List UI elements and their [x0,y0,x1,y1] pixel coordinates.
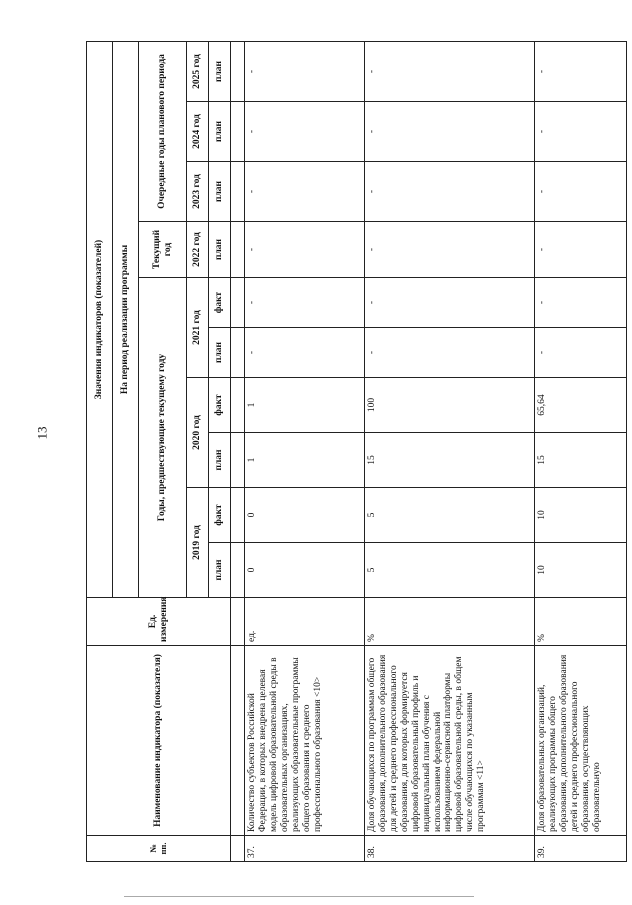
header-2023: 2023 год [187,162,209,222]
page-number: 13 [34,426,50,440]
spacer-cell [231,278,245,328]
header-plan: план [209,328,231,378]
row-value: - [365,162,535,222]
row-value: 15 [365,433,535,488]
spacer-cell [231,433,245,488]
row-value: 1 [245,378,365,433]
row-value: - [245,278,365,328]
row-value: - [535,222,627,278]
row-value: - [365,278,535,328]
header-plan: план [209,543,231,598]
table-row [245,42,365,862]
row-value: - [245,42,365,102]
header-plan: план [209,162,231,222]
row-value: 5 [365,488,535,543]
header-values: Значения индикаторов (показателей) [87,42,113,598]
header-next-years: Очередные годы планового периода [139,42,187,222]
table-row [365,42,535,862]
header-fact: факт [209,278,231,328]
row-value: - [535,42,627,102]
header-plan: план [209,433,231,488]
header-2021: 2021 год [187,278,209,378]
row-value: 65,64 [535,378,627,433]
spacer-cell [231,646,245,836]
row-unit: % [535,598,627,646]
header-2020: 2020 год [187,378,209,488]
row-value: 0 [245,488,365,543]
row-value: 0 [245,543,365,598]
header-plan: план [209,42,231,102]
row-value: 15 [535,433,627,488]
indicator-table [86,41,627,862]
header-2019: 2019 год [187,488,209,598]
header-2025: 2025 год [187,42,209,102]
row-value: 10 [535,488,627,543]
header-2022: 2022 год [187,222,209,278]
spacer-cell [231,162,245,222]
header-fact: факт [209,488,231,543]
row-value: - [535,278,627,328]
row-name: Доля образовательных организаций, реализующих программы общего образования, дополнительного образования детей и среднего профессионального образования, осуществляющих образовательную [535,646,627,836]
header-name: Наименование индикатора (показателя) [87,646,231,836]
spacer-cell [231,102,245,162]
spacer-cell [231,543,245,598]
spacer-cell [231,222,245,278]
spacer-cell [231,42,245,102]
row-value: 5 [365,543,535,598]
header-plan: план [209,222,231,278]
row-num: 39. [535,836,627,862]
header-current-year: Текущий год [139,222,187,278]
footer-divider [124,896,474,897]
spacer-cell [231,598,245,646]
row-value: - [535,102,627,162]
row-num: 38. [365,836,535,862]
header-plan: план [209,102,231,162]
header-num: № пп. [87,836,231,862]
row-value: - [365,42,535,102]
row-num: 37. [245,836,365,862]
header-prev-years: Годы, предшествующие текущему году [139,278,187,598]
indicator-table-container [86,42,626,862]
header-2024: 2024 год [187,102,209,162]
row-value: - [365,102,535,162]
row-name: Количество субъектов Российской Федерации, в которых внедрена целевая модель цифровой образовательной среды в образовательных организациях, реализующих образовательные программы общего образования и среднего профессионального образования <10> [245,646,365,836]
header-unit: Ед. измерения [87,598,231,646]
row-value: - [535,162,627,222]
row-unit: ед. [245,598,365,646]
row-value: - [245,328,365,378]
row-value: - [535,328,627,378]
row-unit: % [365,598,535,646]
row-value: 100 [365,378,535,433]
spacer-cell [231,378,245,433]
header-period: На период реализации программы [113,42,139,598]
row-value: 10 [535,543,627,598]
spacer-cell [231,328,245,378]
row-value: - [365,222,535,278]
row-name: Доля обучающихся по программам общего образования, дополнительного образования для детей и среднего профессионального образования, для которых формируется цифровой образовательный профиль и индивидуальный план обучения с использованием федеральной информационно-сервисной платформы цифровой образовательной среды, в общем числе обучающихся по указанным программам <11> [365,646,535,836]
header-fact: факт [209,378,231,433]
table-row [535,42,627,862]
row-value: - [245,162,365,222]
row-value: 1 [245,433,365,488]
row-value: - [365,328,535,378]
spacer-cell [231,488,245,543]
row-value: - [245,102,365,162]
row-value: - [245,222,365,278]
spacer-cell [231,836,245,862]
